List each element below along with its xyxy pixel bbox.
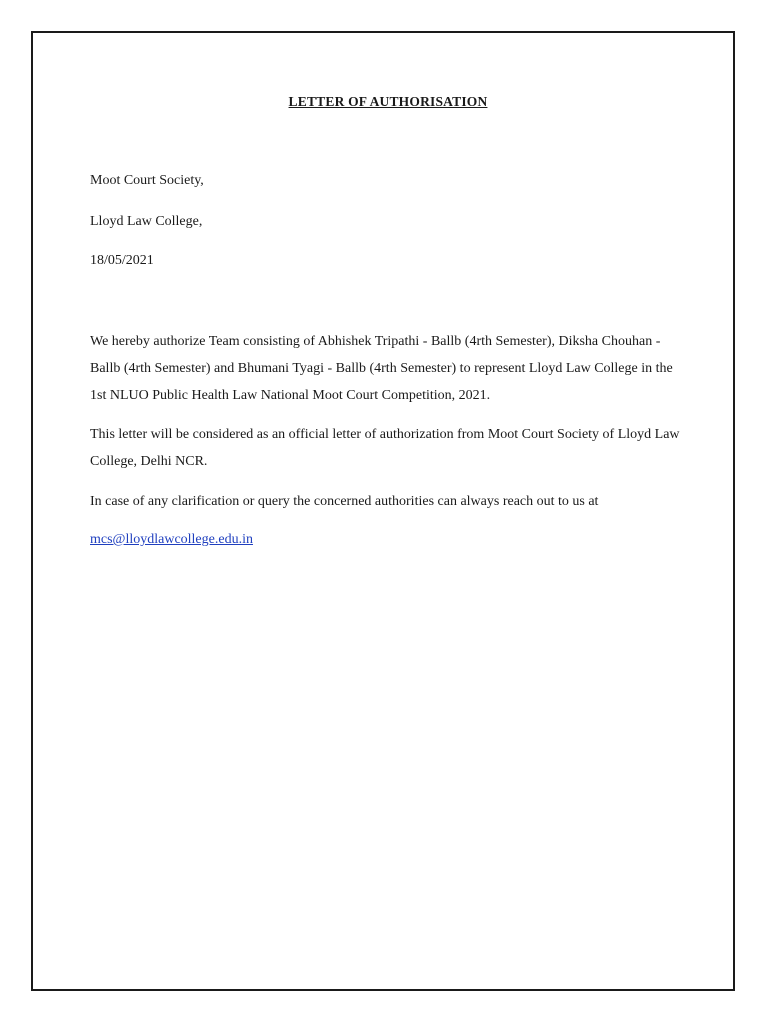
contact-paragraph: In case of any clarification or query the concerned authorities can always reach out to us at	[90, 494, 599, 509]
contact-email-link[interactable]: mcs@lloydlawcollege.edu.in	[90, 532, 253, 547]
address-line-society: Moot Court Society,	[90, 173, 204, 188]
authorization-paragraph: We hereby authorize Team consisting of Abhishek Tripathi - Ballb (4rth Semester), Diksha Chouhan - Ballb (4rth Semester) and Bhumani Tyagi - Ballb (4rth Semester) to represent Lloyd Law College in the 1st NLUO Public Health Law National Moot Court Competition, 2021.	[90, 334, 673, 403]
official-letter-paragraph: This letter will be considered as an official letter of authorization from Moot Court Society of Lloyd Law College, Delhi NCR.	[90, 427, 680, 469]
address-line-college: Lloyd Law College,	[90, 214, 203, 229]
letter-title: LETTER OF AUTHORISATION	[288, 94, 488, 109]
letter-date: 18/05/2021	[90, 253, 154, 268]
